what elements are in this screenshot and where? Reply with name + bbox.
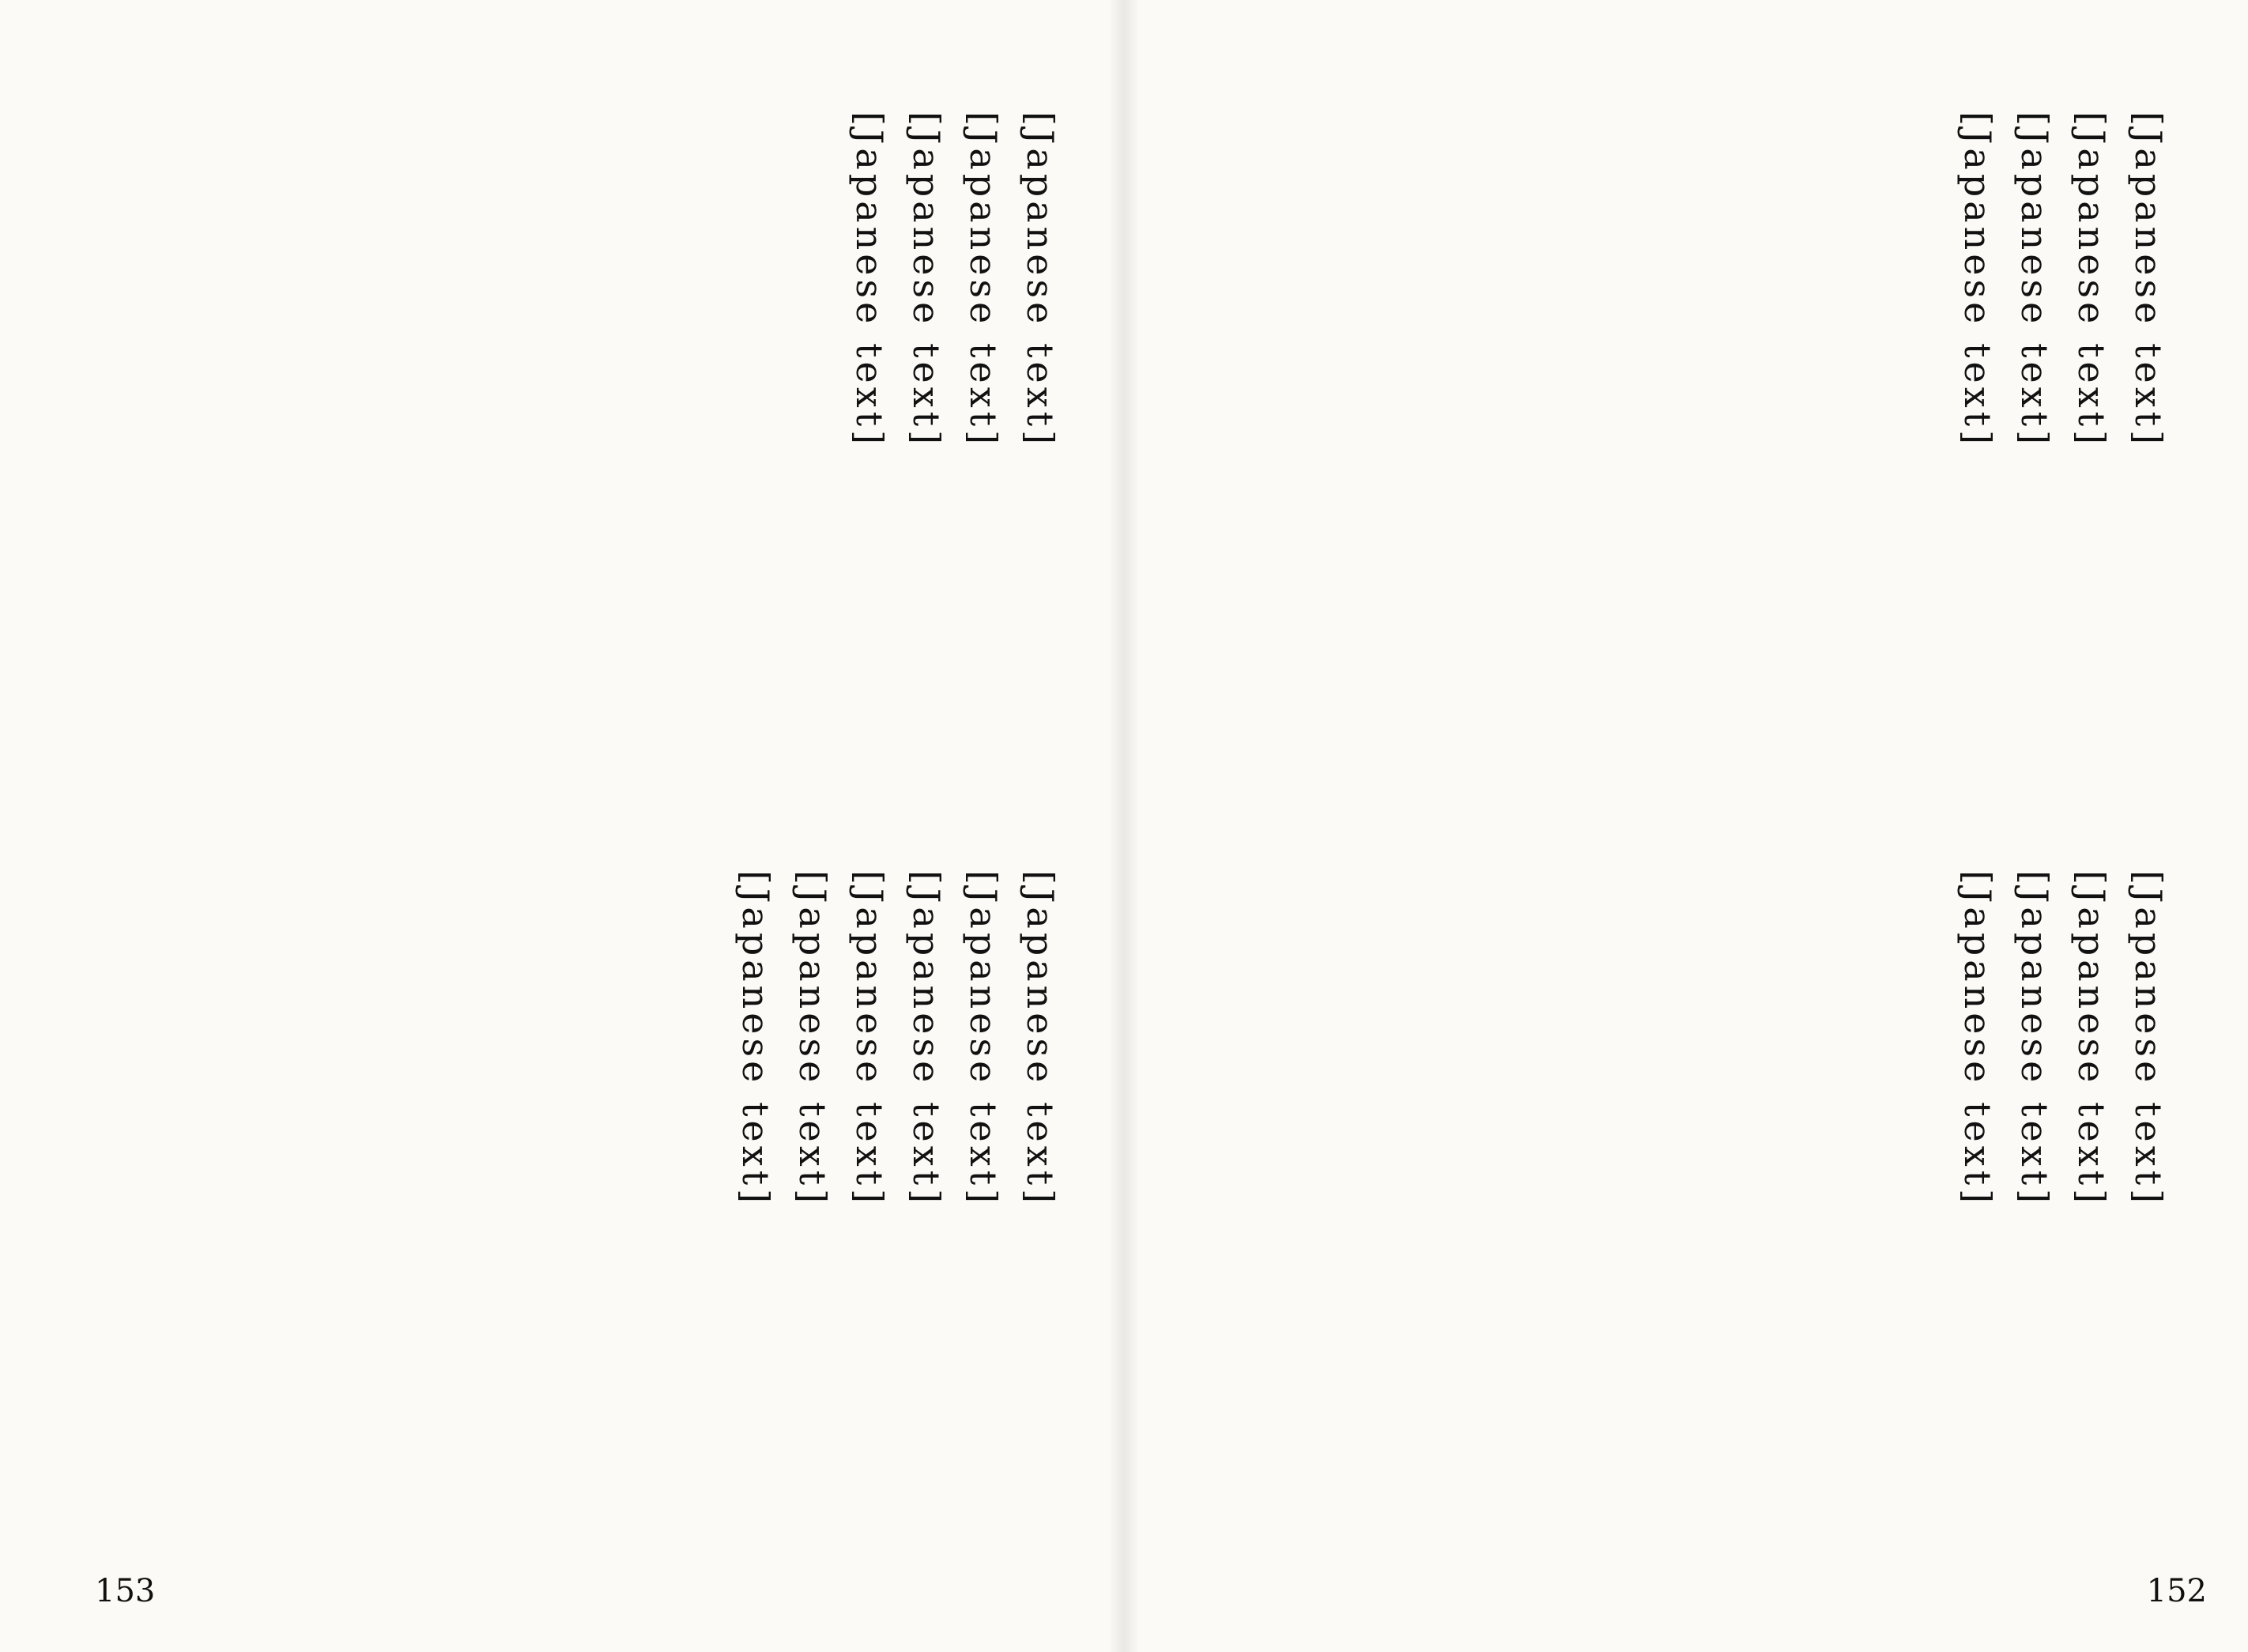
book-gutter [1108,0,1140,1652]
page-number: 152 [2146,1573,2207,1609]
paragraph: [Japanese text] [848,870,891,1208]
paragraph: [Japanese text] [1956,870,1999,1208]
paragraph: [Japanese text] [791,870,834,1208]
paragraph: [Japanese text] [2127,111,2170,449]
paragraph: [Japanese text] [2070,870,2113,1208]
paragraph: [Japanese text] [734,870,777,1208]
paragraph: [Japanese text] [962,870,1005,1208]
right-page-top-block [1197,75,2177,786]
left-page-bottom-block [73,834,1069,1537]
paragraph: [Japanese text] [2070,111,2113,449]
right-page-bottom-block [1197,834,2177,1537]
paragraph: [Japanese text] [1019,111,1062,449]
paragraph: [Japanese text] [905,870,948,1208]
paragraph: [Japanese text] [1019,870,1062,1208]
paragraph: [Japanese text] [848,111,891,449]
left-page-top-block [73,75,1069,786]
paragraph: [Japanese text] [2013,870,2056,1208]
right-page [1124,0,2248,1652]
paragraph: [Japanese text] [1956,111,1999,449]
page-number: 153 [95,1573,156,1609]
paragraph: [Japanese text] [2013,111,2056,449]
paragraph: [Japanese text] [905,111,948,449]
paragraph: [Japanese text] [2127,870,2170,1208]
paragraph: [Japanese text] [962,111,1005,449]
